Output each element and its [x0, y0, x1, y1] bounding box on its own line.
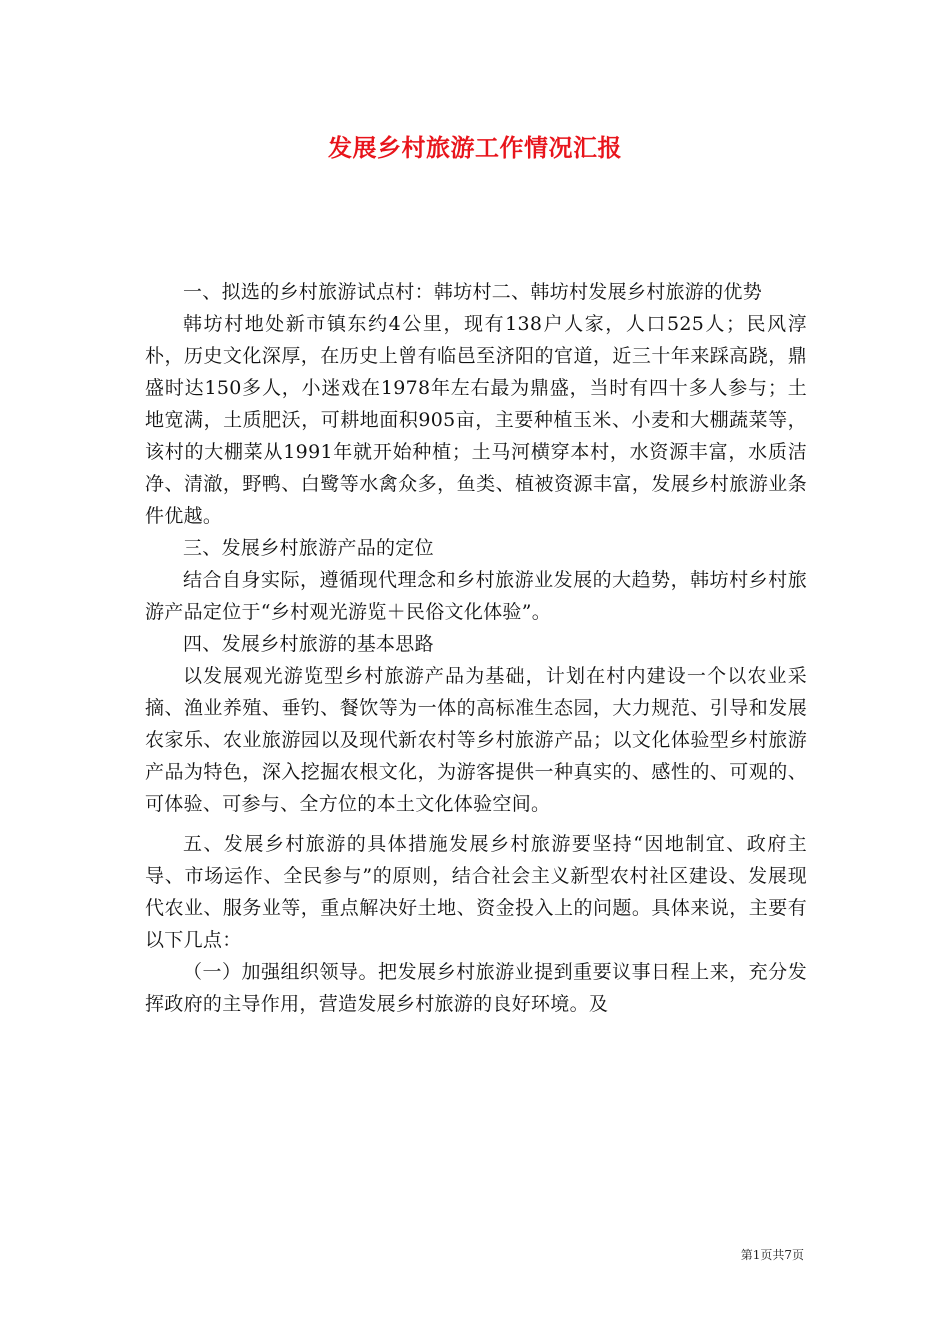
paragraph-4: 结合自身实际，遵循现代理念和乡村旅游业发展的大趋势，韩坊村乡村旅游产品定位于“乡村观光游览＋民俗文化体验”。	[145, 569, 807, 623]
page-number: 第1页共7页	[740, 1248, 804, 1262]
document-body	[145, 276, 807, 1020]
paragraph-6: 以发展观光游览型乡村旅游产品为基础，计划在村内建设一个以农业采摘、渔业养殖、垂钓、餐饮等为一体的高标准生态园，大力规范、引导和发展农家乐、农业旅游园以及现代新农村等乡村旅游产品；以文化体验型乡村旅游产品为特色，深入挖掘农根文化，为游客提供一种真实的、感性的、可观的、可体验、可参与、全方位的本土文化体验空间。	[145, 665, 807, 815]
paragraph-3: 三、发展乡村旅游产品的定位	[183, 537, 434, 559]
document-title: 发展乡村旅游工作情况汇报	[328, 134, 622, 162]
paragraph-8: （一）加强组织领导。把发展乡村旅游业提到重要议事日程上来，充分发挥政府的主导作用，营造发展乡村旅游的良好环境。及	[145, 961, 807, 1015]
paragraph-1: 一、拟选的乡村旅游试点村：韩坊村二、韩坊村发展乡村旅游的优势	[183, 281, 763, 303]
paragraph-7: 五、发展乡村旅游的具体措施发展乡村旅游要坚持“因地制宜、政府主导、市场运作、全民参与”的原则，结合社会主义新型农村社区建设、发展现代农业、服务业等，重点解决好土地、资金投入上的问题。具体来说，主要有以下几点：	[145, 833, 807, 951]
paragraph-5: 四、发展乡村旅游的基本思路	[183, 633, 434, 655]
paragraph-2: 韩坊村地处新市镇东约4公里，现有138户人家，人口525人；民风淳朴，历史文化深厚，在历史上曾有临邑至济阳的官道，近三十年来踩高跷，鼎盛时达150多人，小迷戏在1978年左右最为鼎盛，当时有四十多人参与；土地宽满，土质肥沃，可耕地面积905亩，主要种植玉米、小麦和大棚蔬菜等，该村的大棚菜从1991年就开始种植；土马河横穿本村，水资源丰富，水质洁净、清澈，野鸭、白鹭等水禽众多，鱼类、植被资源丰富，发展乡村旅游业条件优越。	[145, 313, 807, 527]
